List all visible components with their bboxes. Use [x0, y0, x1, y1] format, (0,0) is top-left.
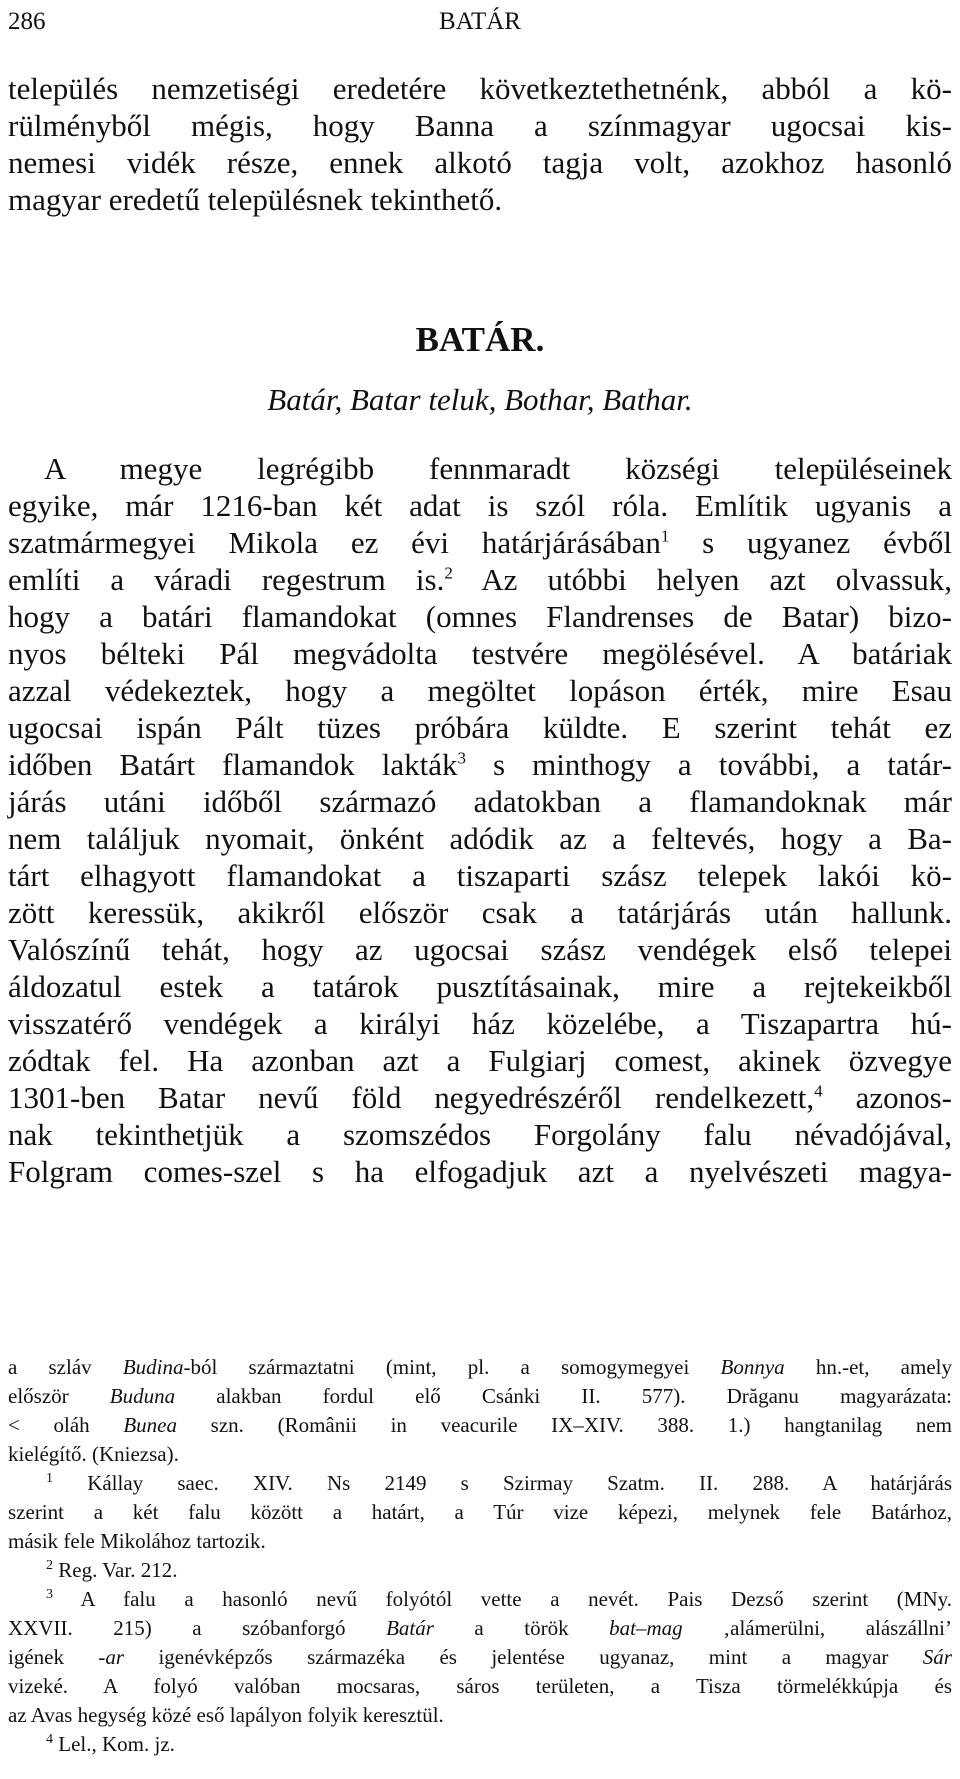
text-line — [8, 561, 952, 598]
line-text: áldozatul estek a tatárok pusztításainak, mire a rejtekeikből — [8, 969, 952, 1004]
text-line: rülményből mégis, hogy Banna a színmagyar ugocsai kis- — [8, 108, 952, 143]
italic-text: -ar — [98, 1645, 125, 1669]
footnote-line — [8, 1440, 952, 1469]
text-line — [8, 450, 952, 487]
footnote-text: másik fele Mikolához tartozik. — [8, 1529, 266, 1553]
text-line — [8, 672, 952, 709]
footnote-text: szerint a két falu között a határt, a Túr vize képezi, melynek fele Batárhoz, — [8, 1500, 952, 1524]
footnote-text: az Avas hegység közé eső lapályon folyik keresztül. — [8, 1703, 444, 1727]
footnote-text: -ból származtatni (mint, pl. a somogymegyei — [183, 1355, 721, 1379]
italic-text: Budina — [122, 1355, 184, 1379]
text-line — [8, 1153, 952, 1190]
footnote-reference[interactable]: 2 — [444, 563, 453, 583]
text-line — [8, 1079, 952, 1116]
footnote-line — [8, 1411, 952, 1440]
text-line — [8, 709, 952, 746]
text-line — [8, 598, 952, 635]
footnote-line — [8, 1498, 952, 1527]
text-line — [8, 931, 952, 968]
text-line — [8, 1005, 952, 1042]
line-text: 1301-ben Batar nevű föld negyedrészéről rendelkezett, — [8, 1080, 815, 1115]
line-text: szatmármegyei Mikola ez évi határjárásában — [8, 525, 661, 560]
text-line — [8, 820, 952, 857]
line-text: nak tekinthetjük a szomszédos Forgolány falu névadójával, — [8, 1117, 952, 1152]
footnote-text: szn. (Românii in veacurile IX–XIV. 388. 1.) hangtanilag nem — [177, 1413, 952, 1437]
footnote-text: igének — [8, 1645, 99, 1669]
footnote-line — [8, 1701, 952, 1730]
footnote-reference[interactable]: 1 — [660, 526, 670, 546]
text-line — [8, 746, 952, 783]
footnote-text: A falu a hasonló nevű folyótól vette a nevét. Pais Dezső szerint (MNy. — [80, 1587, 952, 1611]
footnote-text: igenévképzős származéka és jelentése ugyanaz, mint a magyar — [124, 1645, 923, 1669]
footnote-number: 4 — [46, 1732, 53, 1747]
footnote-number: 1 — [46, 1471, 53, 1486]
footnotes — [8, 1353, 952, 1759]
footnote-1 — [8, 1469, 952, 1498]
text-line — [8, 894, 952, 931]
italic-text: Bunea — [123, 1413, 177, 1437]
footnote-text: a török — [433, 1616, 610, 1640]
text-line — [8, 783, 952, 820]
line-text: tárt elhagyott flamandokat a tiszaparti szász telepek lakói kö- — [8, 858, 952, 893]
line-text: időben Batárt flamandok lakták — [8, 747, 458, 782]
entry-title: BATÁR. — [415, 320, 545, 359]
footnote-number: 2 — [46, 1558, 53, 1573]
footnote-text: vizeké. A folyó valóban mocsaras, sáros területen, a Tisza törmelékkúpja és — [8, 1674, 952, 1698]
text-line — [8, 1042, 952, 1079]
footnote-4 — [8, 1730, 952, 1759]
footnote-text: Reg. Var. 212. — [58, 1558, 178, 1582]
footnote-text: < oláh — [8, 1413, 124, 1437]
footnote-line — [8, 1672, 952, 1701]
line-text: említi a váradi regestrum is. — [8, 562, 445, 597]
footnote-2 — [8, 1556, 952, 1585]
italic-text: Sár — [922, 1645, 952, 1669]
line-text: azonos- — [822, 1080, 952, 1115]
footnote-text: először — [8, 1384, 110, 1408]
footnote-text: kielégítő. (Kniezsa). — [8, 1442, 179, 1466]
text-line — [8, 1116, 952, 1153]
footnote-reference[interactable]: 4 — [814, 1081, 823, 1101]
line-text: A megye legrégibb fennmaradt községi településeinek — [44, 451, 952, 486]
line-text: zódtak fel. Ha azonban azt a Fulgiarj comest, akinek özvegye — [8, 1043, 952, 1078]
footnote-text: XXVII. 215) a szóbanforgó — [8, 1616, 387, 1640]
text-line: település nemzetiségi eredetére következtethetnénk, abból a kö- — [8, 71, 952, 106]
entry-name-variants: Batár, Batar teluk, Bothar, Bathar. — [267, 382, 693, 417]
text-line — [8, 857, 952, 894]
footnote-line — [8, 1527, 952, 1556]
line-text: hogy a batári flamandokat (omnes Flandrenses de Batar) bizo- — [8, 599, 952, 634]
italic-text: bat–mag — [609, 1616, 683, 1640]
line-text: Folgram comes-szel s ha elfogadjuk azt a nyelvészeti magya- — [8, 1154, 952, 1189]
footnote-line — [8, 1353, 952, 1382]
running-header — [8, 6, 952, 38]
text-line — [8, 968, 952, 1005]
line-text: azzal védekeztek, hogy a megöltet lopáson érték, mire Esau — [8, 673, 952, 708]
footnote-reference[interactable]: 3 — [457, 748, 466, 768]
footnote-line — [8, 1614, 952, 1643]
footnote-text: Kállay saec. XIV. Ns 2149 s Szirmay Szatm. II. 288. A határjárás — [87, 1471, 953, 1495]
italic-text: Batár — [386, 1616, 434, 1640]
text-line — [8, 635, 952, 672]
footnote-text: Lel., Kom. jz. — [58, 1732, 175, 1756]
line-text: ugocsai ispán Pált tüzes próbára küldte. E szerint tehát ez — [8, 710, 952, 745]
italic-text: Buduna — [109, 1384, 176, 1408]
footnote-text: hn.-et, amely — [784, 1355, 952, 1379]
footnote-3 — [8, 1585, 952, 1614]
line-text: s ugyanez évből — [669, 525, 952, 560]
line-text: Valószínű tehát, hogy az ugocsai szász vendégek első telepei — [8, 932, 952, 967]
line-text: nyos bélteki Pál megvádolta testvére megölésével. A batáriak — [8, 636, 952, 671]
line-text: Az utóbbi helyen azt olvassuk, — [452, 562, 952, 597]
text-line: nemesi vidék része, ennek alkotó tagja volt, azokhoz hasonló — [8, 145, 952, 180]
footnote-text: alakban fordul elő Csánki II. 577). Drăganu magyarázata: — [175, 1384, 952, 1408]
footnote-line — [8, 1382, 952, 1411]
page-number: 286 — [8, 8, 46, 35]
footnote-text: a szláv — [8, 1355, 123, 1379]
text-line — [8, 487, 952, 524]
text-line — [8, 524, 952, 561]
line-text: visszatérő vendégek a királyi ház közelébe, a Tiszapartra hú- — [8, 1006, 952, 1041]
footnote-number: 3 — [46, 1587, 53, 1602]
footnote-text: ‚alámerülni, alászállni’ — [682, 1616, 952, 1640]
line-text: nem találjuk nyomait, önként adódik az a feltevés, hogy a Ba- — [8, 821, 952, 856]
entry-paragraph — [8, 450, 952, 1190]
line-text: zött keressük, akikről először csak a tatárjárás után hallunk. — [8, 895, 952, 930]
line-text: egyike, már 1216-ban két adat is szól róla. Említik ugyanis a — [8, 488, 952, 523]
footnote-line — [8, 1643, 952, 1672]
line-text: járás utáni időből származó adatokban a flamandoknak már — [8, 784, 952, 819]
italic-text: Bonnya — [720, 1355, 785, 1379]
carryover-paragraph — [8, 70, 952, 218]
running-title: BATÁR — [439, 8, 521, 35]
line-text: s minthogy a további, a tatár- — [465, 747, 952, 782]
text-line: magyar eredetű településnek tekinthető. — [8, 182, 503, 217]
